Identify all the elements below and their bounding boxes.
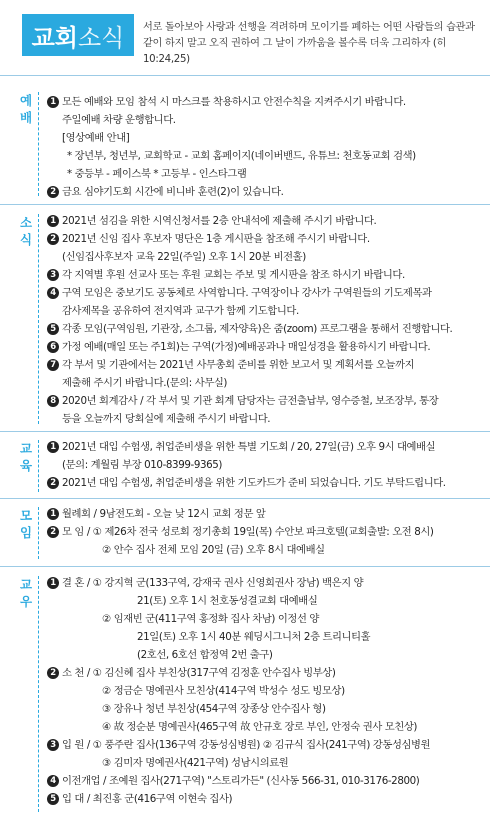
list-item: (신임집사후보자 교육 22일(주일) 오후 1시 20분 비전홀)	[62, 251, 306, 263]
list-item: ② 안수 집사 전체 모임 20일 (금) 오후 8시 대예배실	[102, 544, 325, 556]
section-line	[38, 507, 39, 559]
divider	[0, 431, 490, 432]
list-item: 21(토) 오후 1시 천호동성결교회 대예배실	[137, 595, 318, 607]
number-badge: 2	[47, 477, 59, 489]
section-members	[0, 574, 490, 818]
header	[0, 0, 490, 75]
list-item: 21일(토) 오후 1시 40분 웨딩시그니처 2층 트리니티홀	[137, 631, 371, 643]
number-badge: 1	[47, 577, 59, 589]
list-item: 7 각 부서 및 기관에서는 2021년 사무총회 준비를 위한 보고서 및 계획서를 오늘까지	[47, 356, 484, 374]
section-worship	[0, 88, 490, 198]
list-item: 주일예배 차량 운행합니다.	[62, 114, 176, 126]
number-badge: 6	[47, 341, 59, 353]
number-badge: 3	[47, 269, 59, 281]
list-item: 4 구역 모임은 중보기도 공동체로 사역합니다. 구역장이나 강사가 구역원들의 기도제목과	[47, 284, 484, 302]
number-badge: 1	[47, 508, 59, 520]
section-line	[38, 576, 39, 812]
divider	[0, 498, 490, 499]
number-badge: 4	[47, 775, 59, 787]
section-line	[38, 214, 39, 424]
list-item: (2호선, 6호선 합정역 2번 출구)	[137, 649, 273, 661]
verse-line: 서로 돌아보아 사랑과 선행을 격려하며 모이기를 폐하는 어떤 사람들의 습관과	[143, 22, 475, 33]
list-item: 5 각종 모임(구역임원, 기관장, 소그룹, 제자양육)은 줌(zoom) 프로그램을 통해서 진행합니다.	[47, 320, 484, 338]
list-item: 6 가정 예배(매일 또는 주1회)는 구역(가정)예배공과나 매일성경을 활용하시기 바랍니다.	[47, 338, 484, 356]
list-item: 감사제목을 공유하여 전지역과 교구가 함께 기도합니다.	[62, 305, 299, 317]
section-label: 예 배	[19, 93, 33, 125]
list-item: 2 모 임 / ① 제26차 전국 성로회 정기총회 19일(목) 수안보 파크호텔(교회출발: 오전 8시)	[47, 523, 484, 541]
list-item: ③ 김미자 명예권사(421구역) 성남시의료원	[102, 757, 289, 769]
list-item: 2 소 천 / ① 김신혜 집사 부친상(317구역 김정훈 안수집사 빙부상)	[47, 664, 484, 682]
list-item: 3 입 원 / ① 풍주란 집사(136구역 강동성심병원) ② 김규식 집사(241구역) 강동성심병원	[47, 736, 484, 754]
list-item: 3 각 지역별 후원 선교사 또는 후원 교회는 주보 및 게시판을 참조 하시기 바랍니다.	[47, 266, 484, 284]
number-badge: 1	[47, 215, 59, 227]
number-badge: 7	[47, 359, 59, 371]
list-item: 2 금요 심야기도회 시간에 비니바 훈련(2)이 있습니다.	[47, 183, 484, 201]
number-badge: 1	[47, 96, 59, 108]
list-item: 4 이전개업 / 조예원 집사(271구역) "스토리가든" (신사동 566-31, 010-3176-2800)	[47, 772, 484, 790]
number-badge: 1	[47, 441, 59, 453]
section-label: 교 우	[19, 577, 33, 609]
section-lines	[47, 438, 484, 492]
list-item: 1 결 혼 / ① 강지혁 군(133구역, 강재국 권사 신영희권사 장남) 백은지 양	[47, 574, 484, 592]
list-item: [영상예배 안내]	[62, 132, 130, 144]
list-item: 5 입 대 / 최진홍 군(416구역 이현숙 집사)	[47, 790, 484, 808]
title-bold: 교회	[31, 23, 78, 52]
list-item: 1 2021년 섬김을 위한 시역신청서를 2층 안내석에 제출해 주시기 바랍니다.	[47, 212, 484, 230]
page-title	[22, 14, 134, 56]
section-news	[0, 212, 490, 428]
verse-line: 같이 하지 말고 오직 권하여 그 날이 가까움을 볼수록 더욱 그리하자 (히10:24,25)	[143, 38, 447, 65]
list-item: 등을 오늘까지 당회실에 제출해 주시기 바랍니다.	[62, 413, 271, 425]
bible-verse	[143, 20, 483, 68]
list-item: * 중등부 - 페이스북 * 고등부 - 인스타그램	[67, 168, 247, 180]
number-badge: 2	[47, 667, 59, 679]
number-badge: 5	[47, 323, 59, 335]
list-item: 1 2021년 대입 수험생, 취업준비생을 위한 특별 기도회 / 20, 27일(금) 오후 9시 대예배실	[47, 438, 484, 456]
number-badge: 5	[47, 793, 59, 805]
number-badge: 2	[47, 233, 59, 245]
section-meeting	[0, 505, 490, 561]
section-lines	[47, 505, 484, 559]
list-item: ② 임재빈 군(411구역 홍정화 집사 차남) 이정선 양	[102, 613, 319, 625]
title-light: 소식	[78, 23, 125, 52]
number-badge: 3	[47, 739, 59, 751]
section-label: 교 육	[19, 441, 33, 473]
section-line	[38, 440, 39, 492]
number-badge: 2	[47, 186, 59, 198]
list-item: 8 2020년 회계감사 / 각 부서 및 기관 회계 담당자는 금전출납부, 영수증철, 보조장부, 통장	[47, 392, 484, 410]
list-item: 2 2021년 신임 집사 후보자 명단은 1층 게시판을 참조해 주시기 바랍니다.	[47, 230, 484, 248]
list-item: 2 2021년 대입 수험생, 취업준비생을 위한 기도카드가 준비 되었습니다. 기도 부탁드립니다.	[47, 474, 484, 492]
divider	[0, 75, 490, 76]
section-lines	[47, 93, 484, 201]
section-line	[38, 92, 39, 196]
section-label: 모 임	[19, 508, 33, 540]
number-badge: 4	[47, 287, 59, 299]
divider	[0, 204, 490, 205]
list-item: (문의: 계월림 부장 010-8399-9365)	[62, 459, 223, 471]
divider	[0, 566, 490, 567]
list-item: ② 정금순 명예권사 모친상(414구역 박성수 성도 빙모상)	[102, 685, 345, 697]
list-item: * 장년부, 청년부, 교회학교 - 교회 홈페이지(네이버밴드, 유튜브: 천호동교회 검색)	[67, 150, 416, 162]
number-badge: 2	[47, 526, 59, 538]
section-lines	[47, 212, 484, 428]
list-item: 1 모든 예배와 모임 참석 시 마스크를 착용하시고 안전수칙을 지켜주시기 바랍니다.	[47, 93, 484, 111]
list-item: ③ 장유나 청년 부친상(454구역 장종상 안수집사 형)	[102, 703, 326, 715]
section-label: 소 식	[19, 215, 33, 247]
section-education	[0, 438, 490, 494]
list-item: ④ 故 정순분 명예권사(465구역 故 안규호 장로 부인, 안정숙 권사 모친상)	[102, 721, 418, 733]
number-badge: 8	[47, 395, 59, 407]
list-item: 제출해 주시기 바랍니다.(문의: 사무실)	[62, 377, 227, 389]
list-item: 1 월례회 / 9남전도회 - 오늘 낮 12시 교회 정문 앞	[47, 505, 484, 523]
section-lines	[47, 574, 484, 808]
